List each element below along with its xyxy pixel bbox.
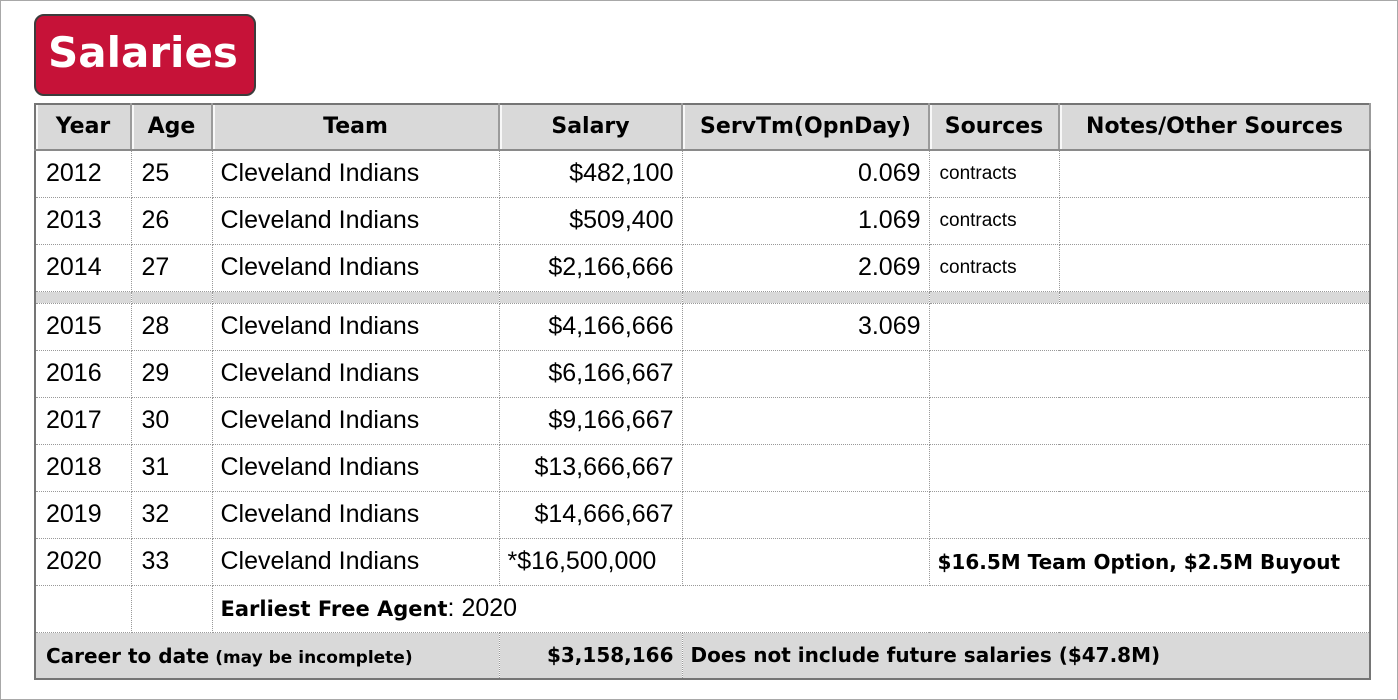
notes-cell bbox=[1059, 150, 1370, 198]
table-row bbox=[35, 491, 1370, 538]
table-row bbox=[35, 538, 1370, 585]
notes-cell bbox=[929, 350, 1370, 397]
career-total-row bbox=[35, 632, 1370, 679]
year-cell bbox=[35, 585, 131, 632]
table-row bbox=[35, 350, 1370, 397]
career-label-cell bbox=[35, 632, 499, 679]
salary-cell: $2,166,666 bbox=[499, 244, 682, 291]
salary-cell: $509,400 bbox=[499, 197, 682, 244]
age-cell: 33 bbox=[131, 538, 212, 585]
servtm-cell bbox=[682, 444, 929, 491]
separator-row bbox=[35, 291, 1370, 303]
year-cell: 2014 bbox=[35, 244, 131, 291]
age-cell bbox=[131, 585, 212, 632]
age-cell: 30 bbox=[131, 397, 212, 444]
column-header-notes: Notes/Other Sources bbox=[1059, 104, 1370, 150]
salary-cell: $482,100 bbox=[499, 150, 682, 198]
age-cell: 26 bbox=[131, 197, 212, 244]
free-agent-label: Earliest Free Agent bbox=[220, 597, 448, 622]
year-cell: 2012 bbox=[35, 150, 131, 198]
year-cell: 2019 bbox=[35, 491, 131, 538]
free-agent-value: : 2020 bbox=[447, 594, 518, 623]
year-cell: 2018 bbox=[35, 444, 131, 491]
notes-cell bbox=[929, 303, 1370, 350]
age-cell: 29 bbox=[131, 350, 212, 397]
free-agent-cell bbox=[212, 585, 1370, 632]
sources-cell: contracts bbox=[929, 150, 1059, 198]
column-header-servtm: ServTm(OpnDay) bbox=[682, 104, 929, 150]
team-cell: Cleveland Indians bbox=[212, 397, 499, 444]
sources-cell: contracts bbox=[929, 197, 1059, 244]
team-cell: Cleveland Indians bbox=[212, 150, 499, 198]
age-cell: 27 bbox=[131, 244, 212, 291]
notes-cell bbox=[929, 397, 1370, 444]
career-label: Career to date bbox=[46, 643, 210, 668]
column-header-age: Age bbox=[131, 104, 212, 150]
servtm-cell bbox=[682, 491, 929, 538]
age-cell: 32 bbox=[131, 491, 212, 538]
free-agent-row bbox=[35, 585, 1370, 632]
column-header-year: Year bbox=[35, 104, 131, 150]
table-row bbox=[35, 444, 1370, 491]
header-row bbox=[35, 104, 1370, 150]
table-row bbox=[35, 197, 1370, 244]
servtm-cell: 0.069 bbox=[682, 150, 929, 198]
salary-cell: $14,666,667 bbox=[499, 491, 682, 538]
career-salary-cell: $3,158,166 bbox=[499, 632, 682, 679]
table-row bbox=[35, 150, 1370, 198]
servtm-cell bbox=[682, 350, 929, 397]
team-cell: Cleveland Indians bbox=[212, 244, 499, 291]
servtm-cell: 3.069 bbox=[682, 303, 929, 350]
team-cell: Cleveland Indians bbox=[212, 491, 499, 538]
notes-cell bbox=[929, 444, 1370, 491]
servtm-cell bbox=[682, 538, 929, 585]
notes-cell bbox=[1059, 244, 1370, 291]
team-cell: Cleveland Indians bbox=[212, 350, 499, 397]
year-cell: 2015 bbox=[35, 303, 131, 350]
table-row bbox=[35, 397, 1370, 444]
career-note-cell: Does not include future salaries ($47.8M) bbox=[682, 632, 1370, 679]
servtm-cell: 2.069 bbox=[682, 244, 929, 291]
salary-cell: $13,666,667 bbox=[499, 444, 682, 491]
salary-cell: $6,166,667 bbox=[499, 350, 682, 397]
career-qualifier: (may be incomplete) bbox=[215, 647, 413, 668]
year-cell: 2013 bbox=[35, 197, 131, 244]
team-cell: Cleveland Indians bbox=[212, 538, 499, 585]
year-cell: 2020 bbox=[35, 538, 131, 585]
notes-cell: $16.5M Team Option, $2.5M Buyout bbox=[929, 538, 1370, 585]
age-cell: 31 bbox=[131, 444, 212, 491]
column-header-salary: Salary bbox=[499, 104, 682, 150]
age-cell: 25 bbox=[131, 150, 212, 198]
servtm-cell: 1.069 bbox=[682, 197, 929, 244]
servtm-cell bbox=[682, 397, 929, 444]
team-cell: Cleveland Indians bbox=[212, 303, 499, 350]
salary-cell: $4,166,666 bbox=[499, 303, 682, 350]
notes-cell bbox=[1059, 197, 1370, 244]
sources-cell: contracts bbox=[929, 244, 1059, 291]
salary-cell: *$16,500,000 bbox=[499, 538, 682, 585]
year-cell: 2016 bbox=[35, 350, 131, 397]
team-cell: Cleveland Indians bbox=[212, 444, 499, 491]
age-cell: 28 bbox=[131, 303, 212, 350]
salaries-table bbox=[34, 103, 1371, 680]
notes-cell bbox=[929, 491, 1370, 538]
salary-cell: $9,166,667 bbox=[499, 397, 682, 444]
section-title-badge: Salaries bbox=[34, 14, 256, 96]
column-header-sources: Sources bbox=[929, 104, 1059, 150]
table-row bbox=[35, 244, 1370, 291]
year-cell: 2017 bbox=[35, 397, 131, 444]
team-cell: Cleveland Indians bbox=[212, 197, 499, 244]
table-row bbox=[35, 303, 1370, 350]
column-header-team: Team bbox=[212, 104, 499, 150]
